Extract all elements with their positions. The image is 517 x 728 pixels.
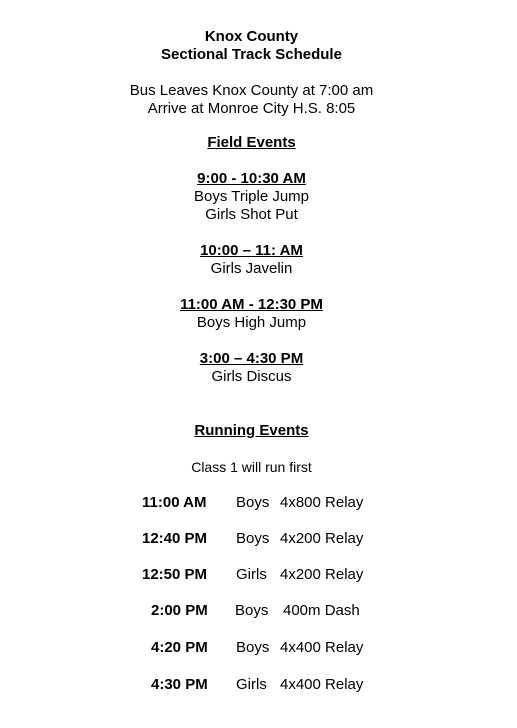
field-event-item: Girls Discus (211, 368, 292, 385)
field-event-item: Boys Triple Jump (193, 188, 310, 205)
school-title: Knox County (204, 28, 299, 45)
running-events-heading: Running Events (194, 422, 309, 439)
running-time: 12:50 PM (142, 566, 208, 583)
running-time: 2:00 PM (151, 602, 208, 619)
running-row (0, 676, 517, 694)
running-row (0, 494, 517, 512)
running-gender: Girls (236, 566, 267, 583)
field-block-time: 10:00 – 11: AM (200, 242, 303, 259)
running-time: 4:20 PM (151, 639, 208, 656)
field-block-time: 9:00 - 10:30 AM (197, 170, 306, 187)
running-note: Class 1 will run first (191, 459, 312, 475)
running-event: 4x200 Relay (280, 566, 364, 583)
running-row (0, 639, 517, 657)
running-time: 4:30 PM (151, 676, 208, 693)
running-event: 4x400 Relay (280, 676, 364, 693)
running-event: 4x400 Relay (280, 639, 364, 656)
running-row (0, 566, 517, 584)
field-event-item: Girls Shot Put (205, 206, 298, 223)
running-event: 4x800 Relay (280, 494, 364, 511)
arrival-text: Arrive at Monroe City H.S. 8:05 (147, 100, 356, 117)
field-event-item: Girls Javelin (210, 260, 293, 277)
running-time: 11:00 AM (142, 494, 207, 511)
field-events-heading: Field Events (207, 134, 296, 151)
running-gender: Boys (236, 494, 270, 511)
bus-departure-text: Bus Leaves Knox County at 7:00 am (129, 82, 374, 99)
running-gender: Girls (236, 676, 267, 693)
running-gender: Boys (236, 639, 270, 656)
field-block-time: 11:00 AM - 12:30 PM (180, 296, 323, 313)
field-event-item: Boys High Jump (196, 314, 307, 331)
running-gender: Boys (235, 602, 269, 619)
running-row (0, 530, 517, 548)
field-block-time: 3:00 – 4:30 PM (199, 350, 304, 367)
running-event: 4x200 Relay (280, 530, 364, 547)
schedule-title: Sectional Track Schedule (161, 46, 342, 63)
running-event: 400m Dash (283, 602, 360, 619)
running-time: 12:40 PM (142, 530, 208, 547)
running-gender: Boys (236, 530, 270, 547)
running-row (0, 602, 517, 620)
